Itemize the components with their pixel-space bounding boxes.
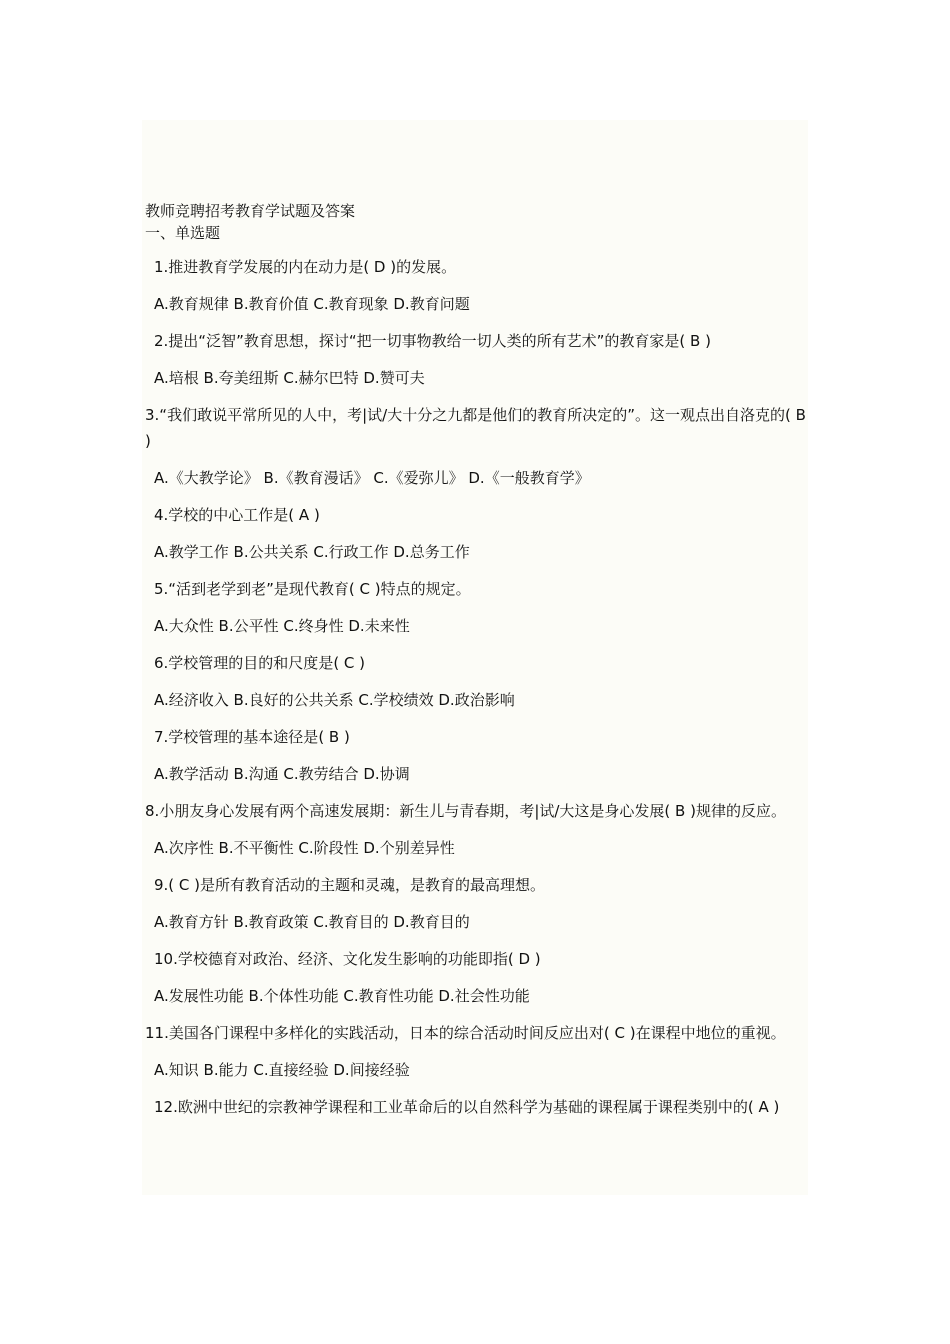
- options-4: A.教学工作 B.公共关系 C.行政工作 D.总务工作: [154, 543, 470, 561]
- question-12: 12.欧洲中世纪的宗教神学课程和工业革命后的以自然科学为基础的课程属于课程类别中的( A ): [154, 1098, 780, 1116]
- document-body: [145, 200, 811, 1131]
- options-6: A.经济收入 B.良好的公共关系 C.学校绩效 D.政治影响: [154, 691, 515, 709]
- question-9: 9.( C )是所有教育活动的主题和灵魂，是教育的最高理想。: [154, 876, 546, 894]
- question-11: 11.美国各门课程中多样化的实践活动，日本的综合活动时间反应出对( C )在课程中地位的重视。: [145, 1024, 786, 1042]
- question-7: 7.学校管理的基本途径是( B ): [154, 728, 350, 746]
- question-10: 10.学校德育对政治、经济、文化发生影响的功能即指( D ): [154, 950, 541, 968]
- question-4: 4.学校的中心工作是( A ): [154, 506, 320, 524]
- options-2: A.培根 B.夸美纽斯 C.赫尔巴特 D.赞可夫: [154, 369, 425, 387]
- question-6: 6.学校管理的目的和尺度是( C ): [154, 654, 366, 672]
- options-1: A.教育规律 B.教育价值 C.教育现象 D.教育问题: [154, 295, 470, 313]
- question-5: 5.“活到老学到老”是现代教育( C )特点的规定。: [154, 580, 471, 598]
- document-title: 教师竞聘招考教育学试题及答案: [145, 202, 356, 220]
- options-9: A.教育方针 B.教育政策 C.教育目的 D.教育目的: [154, 913, 470, 931]
- question-2: 2.提出“泛智”教育思想，探讨“把一切事物教给一切人类的所有艺术”的教育家是( B ): [154, 332, 711, 350]
- section-title: 一、单选题: [145, 224, 221, 242]
- options-7: A.教学活动 B.沟通 C.教劳结合 D.协调: [154, 765, 410, 783]
- options-11: A.知识 B.能力 C.直接经验 D.间接经验: [154, 1061, 410, 1079]
- options-5: A.大众性 B.公平性 C.终身性 D.未来性: [154, 617, 410, 635]
- options-10: A.发展性功能 B.个体性功能 C.教育性功能 D.社会性功能: [154, 987, 530, 1005]
- options-3: A.《大教学论》 B.《教育漫话》 C.《爱弥儿》 D.《一般教育学》: [154, 469, 590, 487]
- question-1: 1.推进教育学发展的内在动力是( D )的发展。: [154, 258, 457, 276]
- options-8: A.次序性 B.不平衡性 C.阶段性 D.个别差异性: [154, 839, 455, 857]
- question-8: 8.小朋友身心发展有两个高速发展期：新生儿与青春期，考|试/大这是身心发展( B )规律的反应。: [145, 802, 786, 820]
- question-3: 3.“我们敢说平常所见的人中，考|试/大十分之九都是他们的教育所决定的”。这一观点出自洛克的( B ): [145, 406, 811, 450]
